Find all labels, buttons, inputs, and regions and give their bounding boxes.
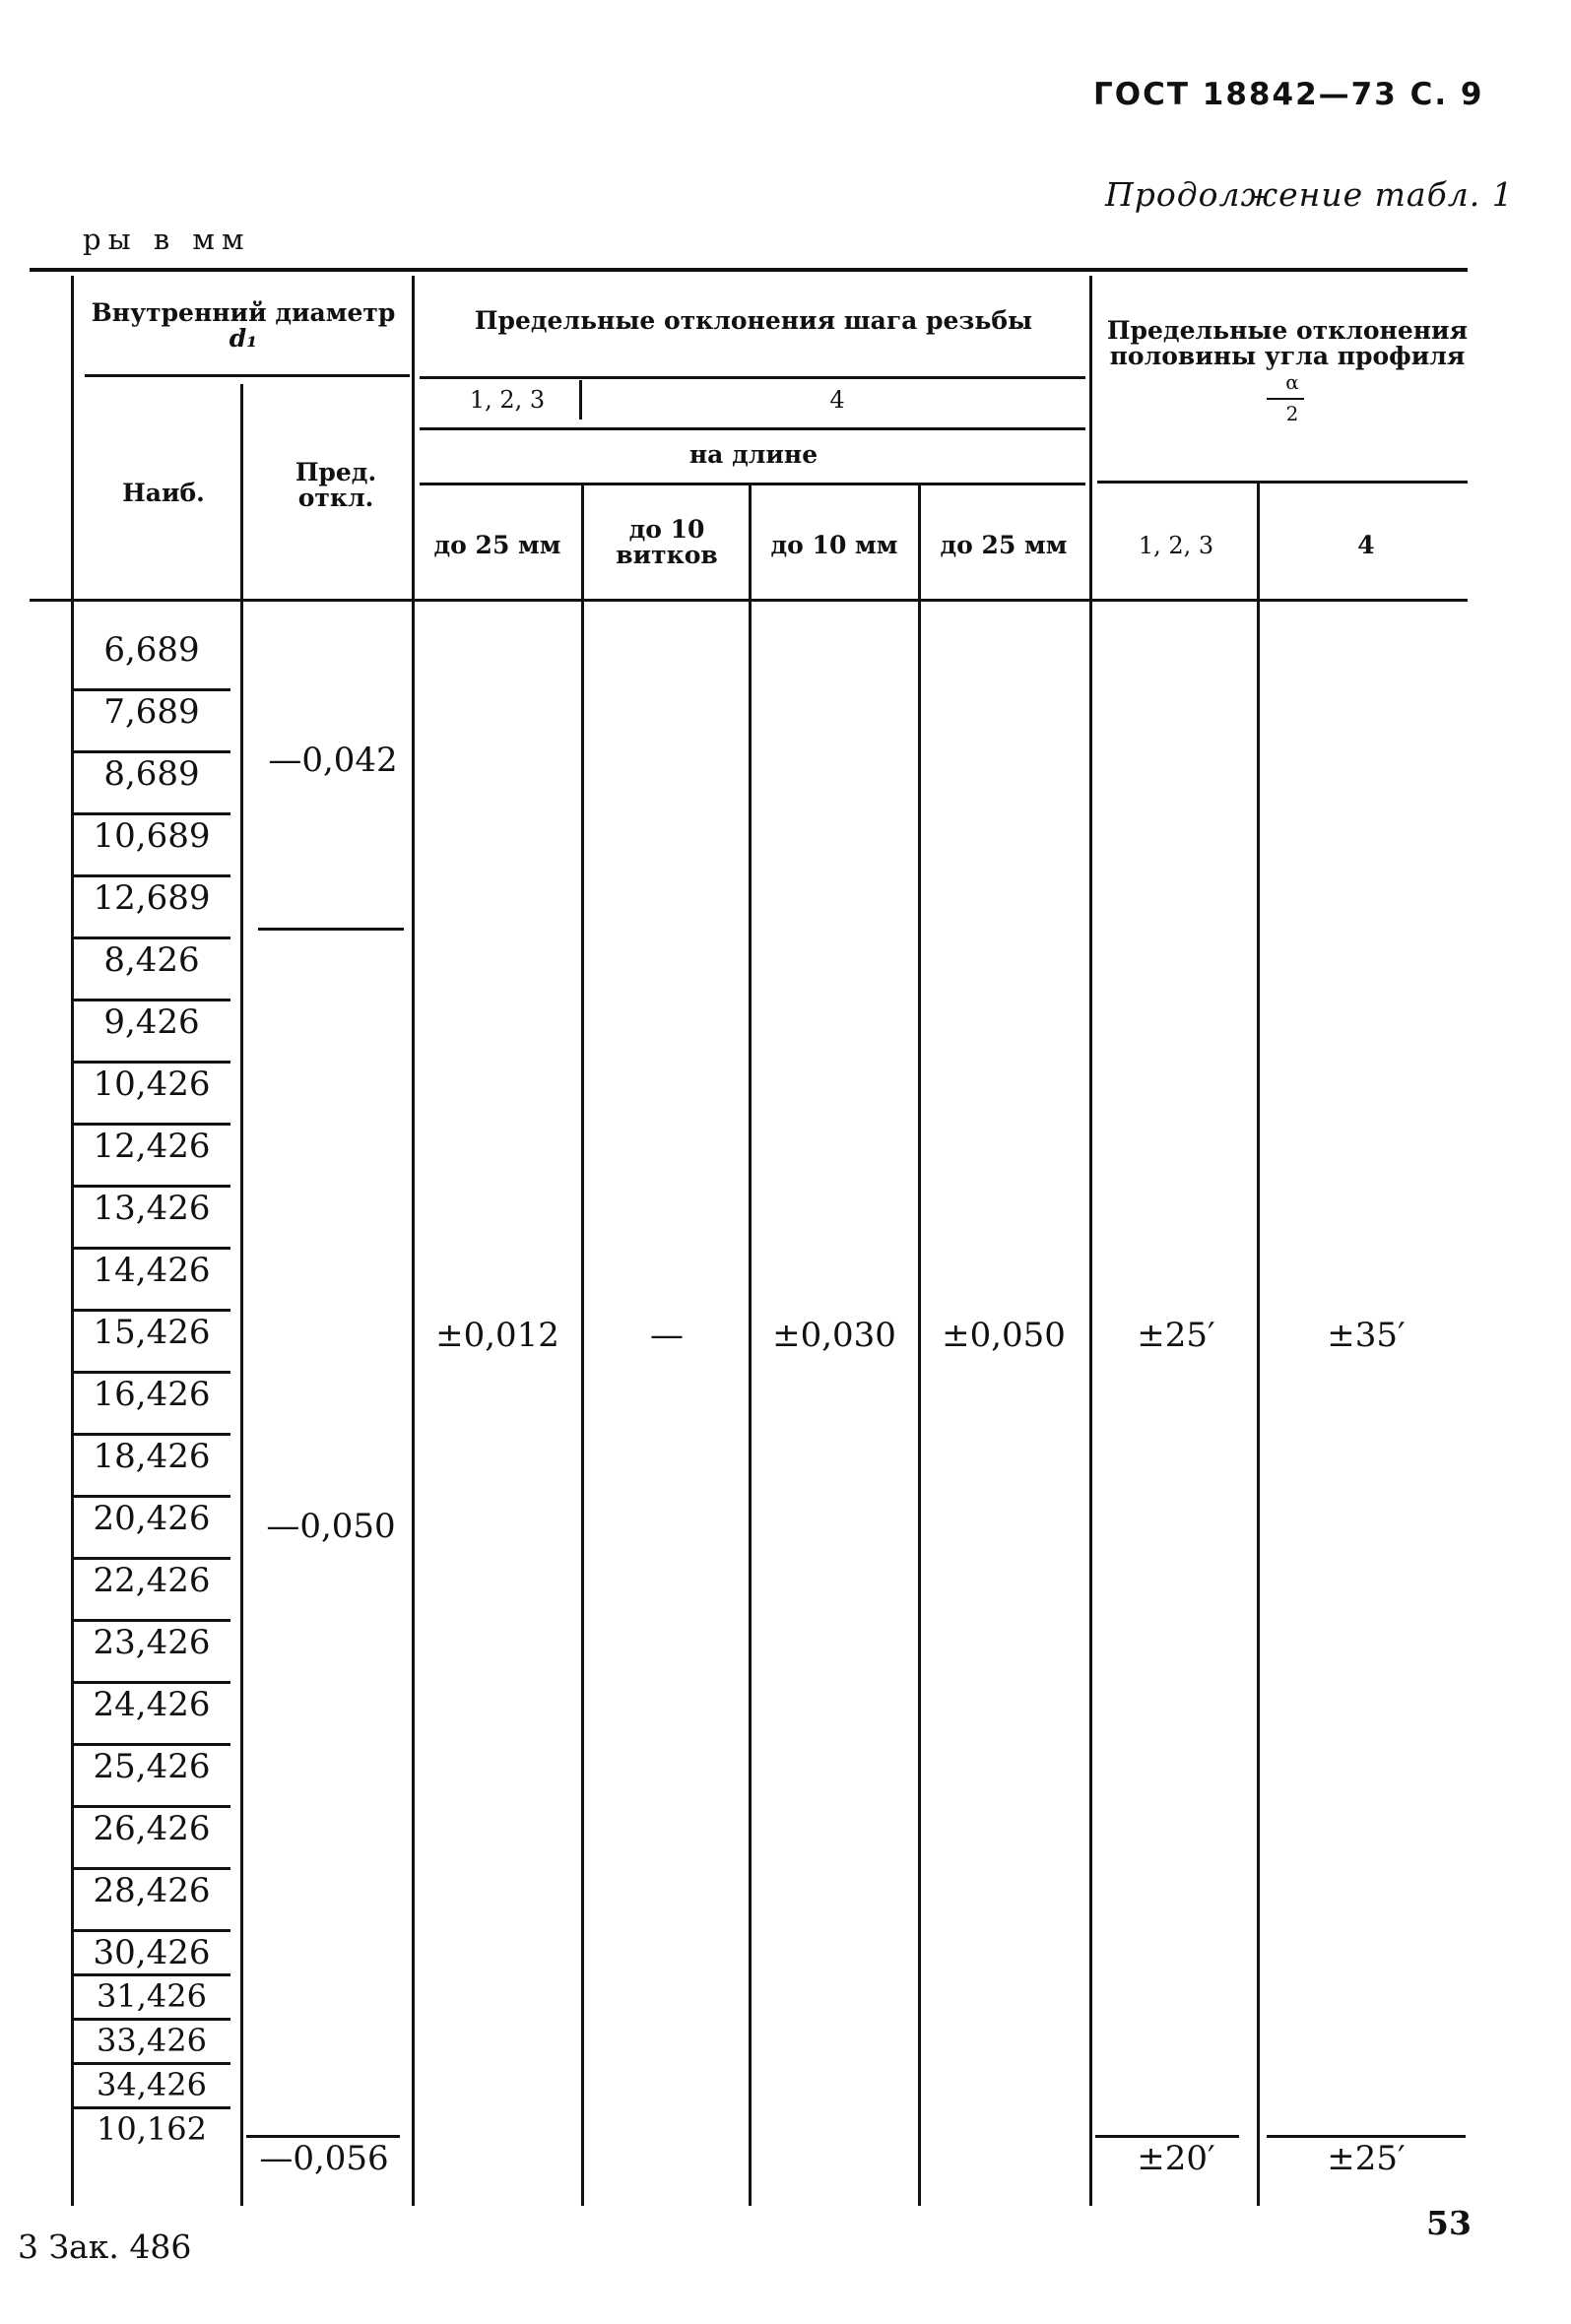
pitch-10mm-value: ±0,030 bbox=[772, 1316, 896, 1355]
col-pitch-group-123: 1, 2, 3 bbox=[469, 386, 546, 414]
d1-row-separator bbox=[73, 1929, 230, 1932]
d1-value: 12,689 bbox=[93, 878, 211, 918]
continuation-caption: Продолжение табл. 1 bbox=[1105, 175, 1514, 214]
d1-value: 10,426 bbox=[93, 1065, 211, 1104]
col-d1-symbol: d₁ bbox=[229, 324, 258, 353]
d1-value: 25,426 bbox=[93, 1747, 211, 1786]
d1-row-separator bbox=[73, 1061, 230, 1064]
d1-value: 22,426 bbox=[93, 1561, 211, 1600]
d1-row-separator bbox=[73, 1805, 230, 1808]
col-angle-title-2: половины угла профиля bbox=[1109, 342, 1466, 370]
d1-row-separator bbox=[73, 1123, 230, 1126]
angle-4-value: ±35′ bbox=[1327, 1316, 1406, 1355]
col-angle-123: 1, 2, 3 bbox=[1138, 532, 1214, 559]
d1-value: 30,426 bbox=[93, 1933, 211, 1972]
d1-row-separator bbox=[73, 1867, 230, 1870]
d1-row-separator bbox=[73, 1681, 230, 1684]
d1-row-separator bbox=[73, 2018, 230, 2021]
col-otkl: откл. bbox=[297, 484, 374, 512]
d1-value: 33,426 bbox=[97, 2022, 207, 2059]
d1-row-separator bbox=[73, 1973, 230, 1976]
d1-value: 14,426 bbox=[93, 1251, 211, 1290]
angle-4-last-value: ±25′ bbox=[1327, 2139, 1406, 2178]
col-pitch-10v-1: до 10 bbox=[628, 515, 705, 544]
order-number: 3 Зак. 486 bbox=[18, 2227, 192, 2266]
pitch-25mm-value: ±0,050 bbox=[942, 1316, 1066, 1355]
pitch-25-value: ±0,012 bbox=[435, 1316, 559, 1355]
angle-123-last-value: ±20′ bbox=[1137, 2139, 1215, 2178]
d1-value: 8,426 bbox=[103, 940, 200, 980]
col-pitch-25: до 25 мм bbox=[433, 531, 561, 559]
d1-row-separator bbox=[73, 1247, 230, 1250]
d1-row-separator bbox=[73, 1309, 230, 1312]
d1-value: 12,426 bbox=[93, 1127, 211, 1166]
d1-value: 13,426 bbox=[93, 1189, 211, 1228]
pred-value-2: —0,050 bbox=[266, 1507, 396, 1546]
pitch-10v-value: — bbox=[650, 1316, 684, 1355]
d1-value: 15,426 bbox=[93, 1313, 211, 1352]
col-pitch-group-4: 4 bbox=[829, 386, 845, 414]
col-angle-alpha: α bbox=[1285, 370, 1299, 394]
d1-row-separator bbox=[73, 1743, 230, 1746]
angle-123-value: ±25′ bbox=[1137, 1316, 1215, 1355]
d1-row-separator bbox=[73, 2106, 230, 2109]
d1-row-separator bbox=[73, 1557, 230, 1560]
d1-value: 26,426 bbox=[93, 1809, 211, 1848]
col-pitch-title: Предельные отклонения шага резьбы bbox=[474, 306, 1033, 335]
d1-value: 10,162 bbox=[97, 2110, 207, 2148]
col-pitch-length: на длине bbox=[688, 440, 818, 469]
pred-value-1: —0,042 bbox=[268, 741, 398, 780]
d1-value: 7,689 bbox=[103, 692, 200, 732]
d1-row-separator bbox=[73, 2062, 230, 2065]
d1-value: 18,426 bbox=[93, 1437, 211, 1476]
d1-value: 6,689 bbox=[103, 630, 200, 670]
col-d1-title: Внутренний диаметр bbox=[91, 298, 396, 327]
d1-row-separator bbox=[73, 1619, 230, 1622]
d1-row-separator bbox=[73, 812, 230, 815]
d1-value: 8,689 bbox=[103, 754, 200, 794]
col-naib: Наиб. bbox=[122, 479, 205, 507]
d1-row-separator bbox=[73, 999, 230, 1001]
d1-row-separator bbox=[73, 1495, 230, 1498]
col-pitch-25mm: до 25 мм bbox=[940, 531, 1068, 559]
fraction-bar bbox=[1267, 398, 1304, 400]
d1-row-separator bbox=[73, 1371, 230, 1374]
col-pitch-10v-2: витков bbox=[616, 541, 718, 569]
d1-value: 23,426 bbox=[93, 1623, 211, 1662]
col-angle-title-1: Предельные отклонения bbox=[1106, 316, 1469, 345]
col-angle-4: 4 bbox=[1357, 531, 1375, 559]
d1-value: 31,426 bbox=[97, 1977, 207, 2015]
units-label: ры в мм bbox=[83, 223, 251, 256]
d1-value: 28,426 bbox=[93, 1871, 211, 1910]
d1-row-separator bbox=[73, 1433, 230, 1436]
d1-value: 10,689 bbox=[93, 816, 211, 856]
standard-number: ГОСТ 18842—73 С. 9 bbox=[1093, 77, 1484, 112]
d1-value: 16,426 bbox=[93, 1375, 211, 1414]
d1-value: 9,426 bbox=[103, 1002, 200, 1042]
d1-row-separator bbox=[73, 688, 230, 691]
d1-value: 20,426 bbox=[93, 1499, 211, 1538]
col-angle-two: 2 bbox=[1285, 402, 1299, 425]
page-number: 53 bbox=[1426, 2204, 1472, 2242]
d1-row-separator bbox=[73, 874, 230, 877]
d1-value: 24,426 bbox=[93, 1685, 211, 1724]
d1-row-separator bbox=[73, 1185, 230, 1188]
d1-row-separator bbox=[73, 750, 230, 753]
pred-value-3: —0,056 bbox=[259, 2139, 389, 2178]
col-pred: Пред. bbox=[295, 458, 377, 486]
d1-value: 34,426 bbox=[97, 2066, 207, 2103]
d1-row-separator bbox=[73, 936, 230, 939]
col-pitch-10mm: до 10 мм bbox=[770, 531, 898, 559]
